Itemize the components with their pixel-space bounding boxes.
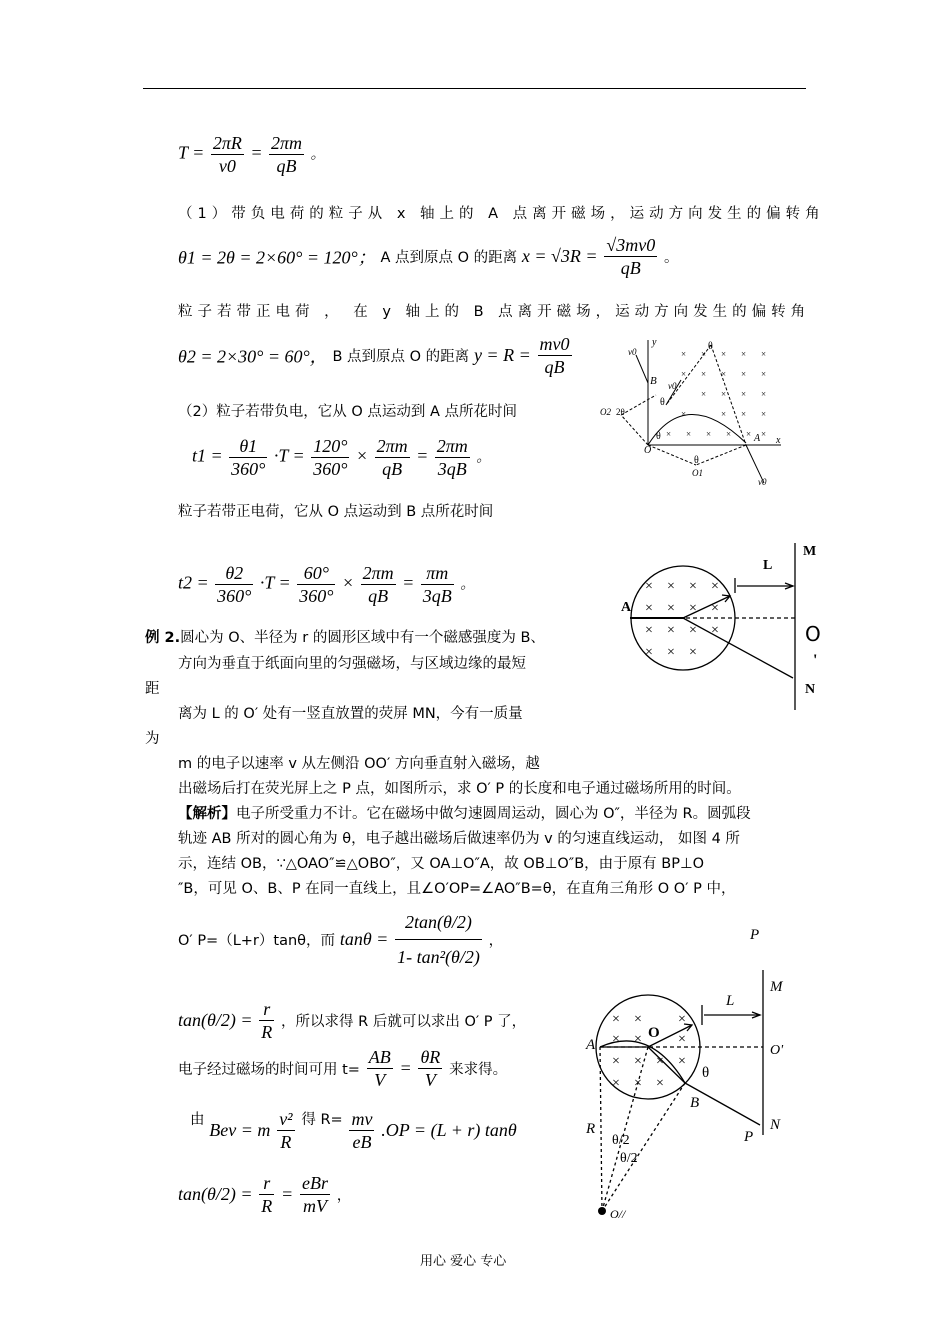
svg-text:×: × [667, 623, 675, 638]
svg-text:×: × [678, 1032, 686, 1047]
svg-text:×: × [706, 429, 712, 439]
tan-line: O′ P=（L+r）tanθ，而 tanθ = $\frac{2\tan(\theta/2)}{\text{1- tan²(θ/2)}}$ ， [178, 905, 503, 974]
label: N [770, 1117, 781, 1133]
label: θ [656, 431, 661, 442]
svg-text:×: × [711, 601, 719, 616]
svg-text:×: × [689, 645, 697, 660]
svg-text:×: × [645, 601, 653, 616]
theta1-line: θ1 = 2θ = 2×60° = 120°； A 点到原点 O 的距离 x = √3R = $\frac{√3mv0}{qB}$ 。 [178, 235, 679, 278]
paragraph-line: （2）粒子若带负电，它从 O 点运动到 A 点所花时间 [178, 404, 517, 420]
svg-text:×: × [761, 349, 767, 359]
svg-text:×: × [634, 1032, 642, 1047]
paragraph-line: 粒子若带正电荷，它从 O 点运动到 B 点所花时间 [178, 504, 494, 520]
label: M [770, 979, 783, 995]
label: B [650, 375, 657, 387]
label: v0 [668, 381, 677, 391]
svg-text:×: × [656, 1054, 664, 1069]
time-line: 电子经过磁场的时间可用 t= $\frac{AB}{V}$ = $\frac{\theta R}{V}$ 来求得。 [178, 1047, 508, 1090]
label: θ [702, 1065, 710, 1081]
svg-text:×: × [761, 389, 767, 399]
tan-final-line: tan(θ/2) = $\frac{r}{R}$ = $\frac{\text{eBr}}{mV}$ ， [178, 1173, 352, 1216]
svg-text:×: × [612, 1076, 620, 1091]
fraction: $\frac{2\pi m}{qB}$ [271, 133, 303, 176]
svg-text:×: × [667, 579, 675, 594]
diagram-lines [580, 925, 810, 1235]
svg-text:×: × [612, 1054, 620, 1069]
fraction: $\frac{√3mv0}{qB}$ [606, 235, 656, 278]
fraction: $\frac{mv0}{qB}$ [539, 334, 570, 377]
paragraph-line: 粒子若带正电荷 ， 在 y 轴上的 B 点离开磁场，运动方向发生的偏转角 [178, 304, 811, 320]
svg-text:×: × [689, 623, 697, 638]
svg-text:×: × [721, 369, 727, 379]
solution-line: ″B，可见 O、B、P 在同一直线上，且∠O′OP=∠AO″B=θ，在直角三角形 O O′ P 中， [178, 881, 736, 897]
theta2-formula: θ2 = 2×30° = 60°， [178, 346, 328, 367]
svg-text:×: × [701, 389, 707, 399]
solution-label: 【解析】 [178, 806, 236, 822]
svg-text:×: × [612, 1012, 620, 1027]
label: A [621, 600, 632, 615]
svg-text:×: × [678, 1012, 686, 1027]
label: O// [610, 1207, 626, 1221]
label: θ [694, 455, 699, 466]
theta1-formula: θ1 = 2θ = 2×60° = 120°； [178, 247, 376, 268]
svg-text:×: × [761, 369, 767, 379]
fraction: $\frac{2\pi R}{v0}$ [212, 133, 242, 176]
solution-line: 轨迹 AB 所对的圆心角为 θ，电子越出磁场后做速率仍为 v 的匀速直线运动， 如图 4 所 [178, 831, 740, 847]
bev-line: 由 Bev = m $\frac{\text{v²}}{R}$ 得 R= $\frac{mv}{eB}$ .OP = (L + r) tanθ [190, 1109, 517, 1152]
x-formula: x = √3R = [521, 246, 598, 266]
svg-text:×: × [666, 429, 672, 439]
svg-text:×: × [711, 623, 719, 638]
svg-text:×: × [678, 1054, 686, 1069]
label: L [763, 558, 773, 573]
label: A [754, 433, 761, 444]
solution-line: 示，连结 OB，∵△OAO″≌△OBO″，又 OA⊥O″A，故 OB⊥O″B，由于原有 BP⊥O [178, 856, 705, 872]
t1-formula: t1 = $\frac{\theta 1}{360^\circ}$ ·T = $\frac{120^\circ}{360^\circ}$ × $\frac{2\pi m}{qB}$ = $\frac{2\pi m}{3qB}$ 。 [192, 436, 491, 479]
svg-text:×: × [721, 389, 727, 399]
svg-text:×: × [645, 579, 653, 594]
header-rule [143, 88, 806, 89]
svg-text:×: × [645, 645, 653, 660]
figure-solution-diagram [580, 925, 810, 1235]
example-line: 离为 L 的 O′ 处有一竖直放置的荧屏 MN，今有一质量 [178, 706, 523, 722]
tan-half-line: tan(θ/2) = $\frac{r}{R}$ ，所以求得 R 后就可以求出 O′ P 了， [178, 999, 527, 1042]
label: B [690, 1095, 700, 1111]
svg-text:×: × [689, 579, 697, 594]
svg-text:×: × [721, 409, 727, 419]
svg-text:×: × [741, 349, 747, 359]
svg-text:×: × [701, 369, 707, 379]
label: M [803, 544, 817, 559]
svg-text:×: × [741, 369, 747, 379]
paragraph-line: （1）带负电荷的粒子从 x 轴上的 A 点离开磁场，运动方向发生的偏转角 [178, 206, 825, 222]
label: O' [770, 1043, 784, 1058]
svg-text:×: × [746, 429, 752, 439]
svg-text:×: × [741, 409, 747, 419]
label: O1 [692, 468, 703, 478]
y-formula: y = R = [473, 345, 531, 365]
label: O [648, 1025, 660, 1041]
label: θ [708, 341, 713, 352]
formula-lhs: T = [178, 142, 205, 163]
label: A [586, 1037, 596, 1053]
svg-text:×: × [681, 369, 687, 379]
svg-text:×: × [761, 429, 767, 439]
label: θ/2 [620, 1151, 638, 1166]
example-line: m 的电子以速率 v 从左侧沿 OO′ 方向垂直射入磁场，越 [178, 756, 540, 772]
svg-text:×: × [634, 1012, 642, 1027]
text: A 点到原点 O 的距离 [380, 250, 518, 266]
example-line: 方向为垂直于纸面向里的匀强磁场，与区域边缘的最短 [178, 656, 526, 672]
svg-text:×: × [761, 409, 767, 419]
text: B 点到原点 O 的距离 [332, 349, 470, 365]
label: v0 [628, 347, 637, 357]
svg-text:×: × [701, 349, 707, 359]
diagram-lines [615, 538, 830, 713]
label: v0 [758, 477, 767, 487]
label: 2θ [616, 407, 625, 417]
label: P [750, 927, 760, 943]
svg-text:×: × [726, 429, 732, 439]
period-formula: T = $\frac{2\pi R}{v0}$ = $\frac{2\pi m}{qB}$ 。 [178, 133, 326, 176]
figure-coordinate-diagram [596, 335, 796, 495]
label: R [586, 1121, 596, 1137]
example-line: 出磁场后打在荧光屏上之 P 点，如图所示，求 O′ P 的长度和电子通过磁场所用的时间。 [178, 781, 741, 797]
svg-text:×: × [667, 601, 675, 616]
label: O [644, 445, 652, 456]
label: ' [813, 652, 818, 669]
page-footer: 用心 爱心 专心 [420, 1254, 507, 1269]
example-line: 为 [145, 731, 160, 747]
svg-text:×: × [711, 579, 719, 594]
label: θ [660, 397, 665, 408]
label: O2 [600, 407, 611, 417]
label: O [805, 622, 821, 646]
svg-text:×: × [686, 429, 692, 439]
svg-text:×: × [634, 1076, 642, 1091]
svg-text:×: × [656, 1076, 664, 1091]
label: N [805, 682, 816, 697]
label: θ/2 [612, 1133, 630, 1148]
svg-text:×: × [681, 349, 687, 359]
theta2-line [178, 333, 574, 378]
example-label: 例 2. [145, 630, 181, 646]
example-line: 例 2.圆心为 O、半径为 r 的圆形区域中有一个磁感强度为 B、 [145, 630, 545, 646]
label: y [652, 337, 657, 348]
figure-circle-screen [615, 538, 830, 713]
example-line: 距 [145, 681, 160, 697]
svg-text:×: × [681, 409, 687, 419]
svg-text:×: × [689, 601, 697, 616]
svg-text:×: × [612, 1032, 620, 1047]
solution-line: 【解析】电子所受重力不计。它在磁场中做匀速圆周运动，圆心为 O″，半径为 R。圆弧段 [178, 806, 751, 822]
label: L [726, 993, 735, 1009]
svg-text:×: × [645, 623, 653, 638]
t2-formula: t2 = $\frac{\theta 2}{360^\circ}$ ·T = $\frac{60^\circ}{360^\circ}$ × $\frac{2\pi m}{qB}$ = $\frac{\pi m}{3qB}$ 。 [178, 563, 475, 606]
label: x [776, 435, 781, 446]
label: P [744, 1129, 754, 1145]
svg-text:×: × [634, 1054, 642, 1069]
svg-text:×: × [741, 389, 747, 399]
svg-text:×: × [721, 349, 727, 359]
svg-text:×: × [667, 645, 675, 660]
